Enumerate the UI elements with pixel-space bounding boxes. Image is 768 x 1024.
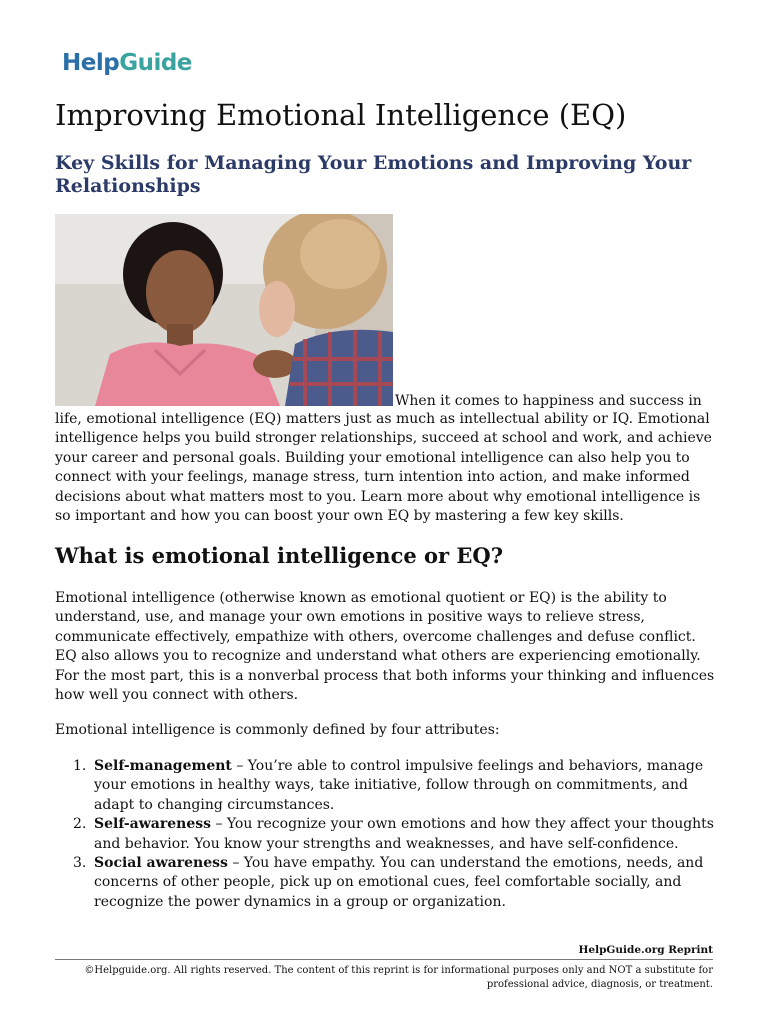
list-term: Self-management <box>94 758 232 774</box>
logo-part-guide: Guide <box>119 50 192 76</box>
list-term: Self-awareness <box>94 816 211 833</box>
intro-paragraph: life, emotional intelligence (EQ) matters just as much as intellectual ability or IQ. Emotional intelligence helps you build stronger relationships, succeed at school and work, and achieve your career and personal goals. Building your emotional intelligence can also help you to connect with your feelings, manage stress, turn intention into action, and make informed decisions about what matters most to you. Learn more about why emotional intelligence is so important and how you can boost your own EQ by mastering a few key skills. <box>55 411 712 525</box>
footer-disclaimer: ©Helpguide.org. All rights reserved. The content of this reprint is for informational purposes only and NOT a substitute for professional advice, diagnosis, or treatment. <box>84 965 713 990</box>
section-paragraph-2: Emotional intelligence is commonly defined by four attributes: <box>55 722 500 738</box>
attributes-list <box>55 757 715 912</box>
list-item <box>55 815 715 854</box>
intro-first-line: When it comes to happiness and success in <box>395 393 702 409</box>
footer-divider <box>55 959 713 960</box>
list-text: – You have empathy. You can understand the emotions, needs, and concerns of other people, pick up on emotional cues, feel comfortable socially, and recognize the power dynamics in a group or organization. <box>94 855 704 910</box>
list-number: 1. <box>73 758 87 774</box>
article-photo <box>55 214 393 406</box>
photo-illustration <box>55 214 393 406</box>
list-term: Social awareness <box>94 855 228 872</box>
list-item <box>55 854 715 912</box>
helpguide-logo[interactable] <box>62 50 192 76</box>
list-text: – You’re able to control impulsive feelings and behaviors, manage your emotions in healthy ways, take initiative, follow through on commitments, and adapt to changing circumstances. <box>94 758 704 813</box>
section-paragraph-1: Emotional intelligence (otherwise known as emotional quotient or EQ) is the ability to understand, use, and manage your own emotions in positive ways to relieve stress, communicate effectively, empathize with others, overcome challenges and defuse conflict. EQ also allows you to recognize and understand what others are experiencing emotionally. For the most part, this is a nonverbal process that both informs your thinking and influences how well you connect with others. <box>55 590 715 704</box>
section-heading: What is emotional intelligence or EQ? <box>55 543 504 568</box>
footer-title: HelpGuide.org Reprint <box>578 944 713 956</box>
page-title: Improving Emotional Intelligence (EQ) <box>55 98 627 132</box>
list-number: 2. <box>73 816 87 833</box>
list-item <box>55 757 715 815</box>
page-subtitle: Key Skills for Managing Your Emotions and Improving Your Relationships <box>55 152 692 197</box>
list-text: – You recognize your own emotions and how they affect your thoughts and behavior. You know your strengths and weaknesses, and have self-confidence. <box>94 816 714 852</box>
list-number: 3. <box>73 855 87 872</box>
logo-part-help: Help <box>62 50 120 76</box>
